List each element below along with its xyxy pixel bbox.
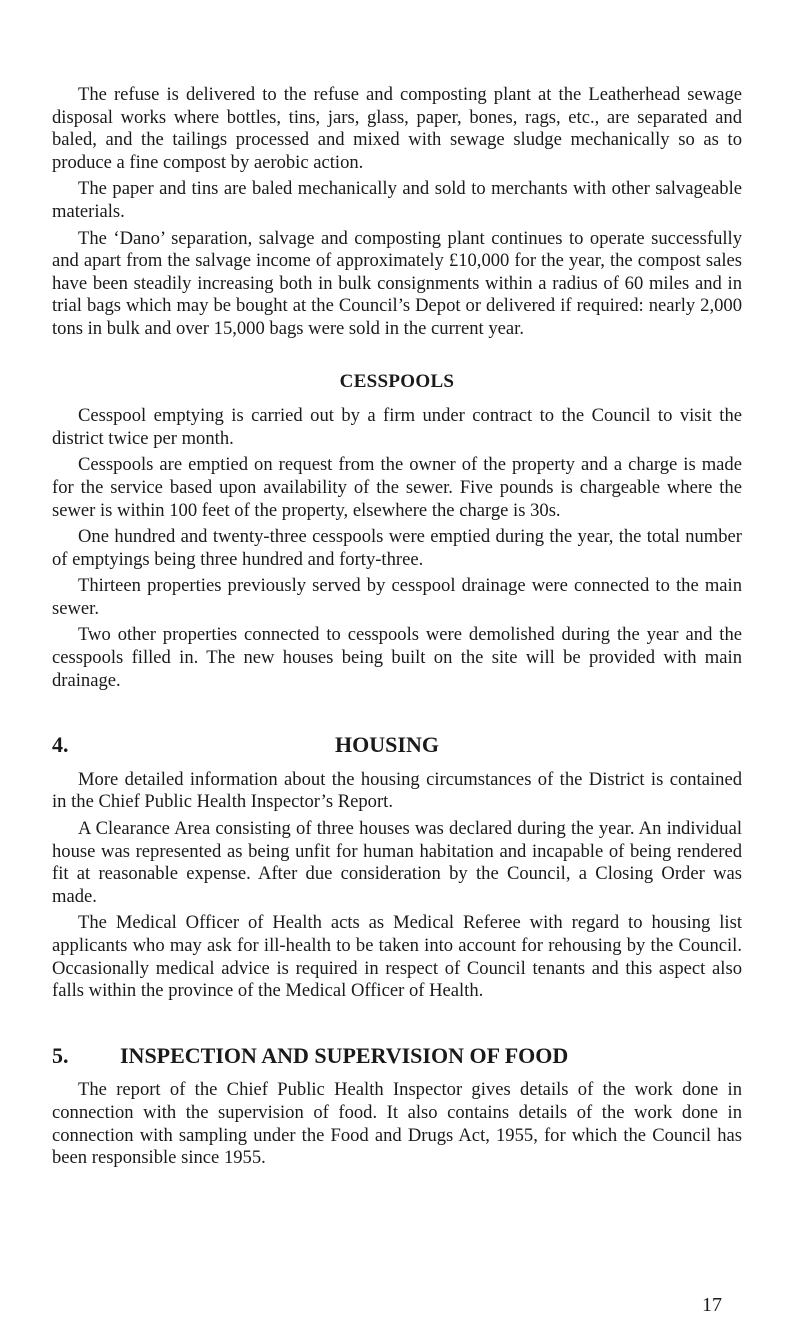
cesspools-paragraph-1: Cesspool emptying is carried out by a firm under contract to the Council to visit the district twice per month. (52, 405, 742, 449)
housing-section-heading (52, 734, 742, 757)
cesspools-paragraph-3: One hundred and twenty-three cesspools were emptied during the year, the total number of emptyings being three hundred and forty-three. (52, 526, 742, 570)
cesspools-paragraph-5: Two other properties connected to cesspools were demolished during the year and the cesspools filled in. The new houses being built on the site will be provided with main drainage. (52, 624, 742, 691)
page-content (52, 84, 742, 1174)
intro-paragraph-2: The paper and tins are baled mechanically and sold to merchants with other salvageable materials. (52, 178, 742, 222)
housing-paragraph-1: More detailed information about the housing circumstances of the District is contained in the Chief Public Health Inspector’s Report. (52, 768, 742, 813)
page-number: 17 (702, 1294, 722, 1316)
food-paragraph-1: The report of the Chief Public Health Inspector gives details of the work done in connection with the supervision of food. It also contains details of the work done in connection with sampling under the Food and Drugs Act, 1955, for which the Council has been responsible since 1955. (52, 1079, 742, 1169)
food-section-number: 5. (52, 1042, 69, 1068)
intro-paragraph-3: The ‘Dano’ separation, salvage and composting plant continues to operate successfully and apart from the salvage income of approximately £10,000 for the year, the compost sales have been steadily increasing both in bulk consignments within a radius of 60 miles and in trial bags which may be bought at the Council’s Depot or delivered if required: nearly 2,000 tons in bulk and over 15,000 bags were sold in the current year. (52, 227, 742, 339)
food-section-heading (52, 1042, 742, 1068)
intro-paragraph-1: The refuse is delivered to the refuse and composting plant at the Leatherhead sewage disposal works where bottles, tins, jars, glass, paper, bones, rags, etc., are separated and baled, and the tailings processed and mixed with sewage sludge mechanically so as to produce a fine compost by aerobic action. (52, 84, 742, 173)
housing-heading: HOUSING (335, 732, 439, 758)
cesspools-paragraph-2: Cesspools are emptied on request from the owner of the property and a charge is made for the service based upon availability of the sewer. Five pounds is chargeable where the sewer is within 100 feet of the property, elsewhere the charge is 30s. (52, 454, 742, 521)
housing-paragraph-2: A Clearance Area consisting of three houses was declared during the year. An individual house was represented as being unfit for human habitation and incapable of being rendered fit at reasonable expense. After due consideration by the Council, a Closing Order was made. (52, 818, 742, 907)
housing-section-number: 4. (52, 732, 69, 758)
food-heading: INSPECTION AND SUPERVISION OF FOOD (120, 1042, 569, 1068)
housing-paragraph-3: The Medical Officer of Health acts as Medical Referee with regard to housing list applicants who may ask for ill-health to be taken into account for rehousing by the Council. Occasionally medical advice is required in respect of Council tenants and this aspect also falls within the province of the Medical Officer of Health. (52, 912, 742, 1002)
cesspools-paragraph-4: Thirteen properties previously served by cesspool drainage were connected to the main sewer. (52, 575, 742, 619)
cesspools-heading: CESSPOOLS (339, 370, 455, 392)
